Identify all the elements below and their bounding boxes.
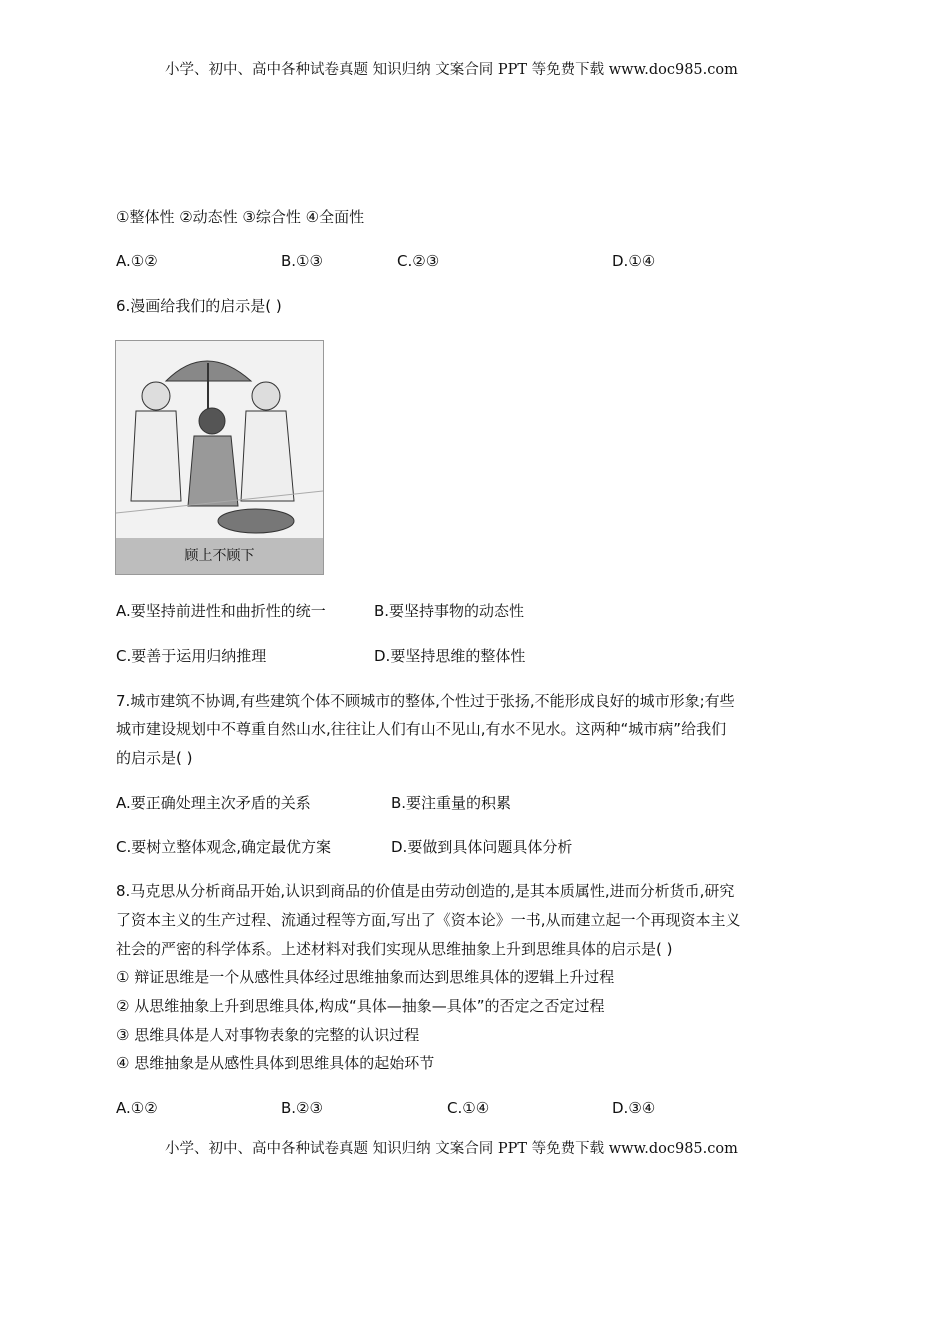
q7-option-d: D.要做到具体问题具体分析 xyxy=(391,838,573,856)
q8-stem-line: 了资本主义的生产过程、流通过程等方面,写出了《资本论》一书,从而建立起一个再现资本主义 xyxy=(116,911,741,929)
q5-option-b: B.①③ xyxy=(281,252,323,270)
cartoon-drawing xyxy=(116,341,323,538)
q6-option-c: C.要善于运用归纳推理 xyxy=(116,647,267,665)
cartoon-image xyxy=(115,340,324,575)
q5-option-a: A.①② xyxy=(116,252,158,270)
q8-option-d: D.③④ xyxy=(612,1099,656,1117)
q7-stem-line: 7.城市建筑不协调,有些建筑个体不顾城市的整体,个性过于张扬,不能形成良好的城市形象;有些 xyxy=(116,692,735,710)
q8-stem-line: 8.马克思从分析商品开始,认识到商品的价值是由劳动创造的,是其本质属性,进而分析货币,研究 xyxy=(116,882,735,900)
q8-item: ③ 思维具体是人对事物表象的完整的认识过程 xyxy=(116,1026,420,1044)
q8-option-c: C.①④ xyxy=(447,1099,490,1117)
q6-option-b: B.要坚持事物的动态性 xyxy=(374,602,525,620)
q7-stem-line: 的启示是( ) xyxy=(116,749,193,767)
q8-item: ② 从思维抽象上升到思维具体,构成“具体—抽象—具体”的否定之否定过程 xyxy=(116,997,605,1015)
q5-items: ①整体性 ②动态性 ③综合性 ④全面性 xyxy=(116,208,365,226)
q8-option-a: A.①② xyxy=(116,1099,158,1117)
q8-stem-line: 社会的严密的科学体系。上述材料对我们实现从思维抽象上升到思维具体的启示是( ) xyxy=(116,940,673,958)
q5-option-d: D.①④ xyxy=(612,252,656,270)
q6-option-a: A.要坚持前进性和曲折性的统一 xyxy=(116,602,326,620)
page-header: 小学、初中、高中各种试卷真题 知识归纳 文案合同 PPT 等免费下载 www.doc985.com xyxy=(165,62,738,78)
q7-option-b: B.要注重量的积累 xyxy=(391,794,512,812)
q5-option-c: C.②③ xyxy=(397,252,440,270)
cartoon-caption: 顾上不顾下 xyxy=(116,538,323,574)
q8-item: ① 辩证思维是一个从感性具体经过思维抽象而达到思维具体的逻辑上升过程 xyxy=(116,968,615,986)
q6-option-d: D.要坚持思维的整体性 xyxy=(374,647,526,665)
q7-stem-line: 城市建设规划中不尊重自然山水,往往让人们有山不见山,有水不见水。这两种“城市病”给我们 xyxy=(116,720,727,738)
q6-stem: 6.漫画给我们的启示是( ) xyxy=(116,297,282,315)
page-footer: 小学、初中、高中各种试卷真题 知识归纳 文案合同 PPT 等免费下载 www.doc985.com xyxy=(165,1141,738,1157)
q7-option-c: C.要树立整体观念,确定最优方案 xyxy=(116,838,332,856)
q8-item: ④ 思维抽象是从感性具体到思维具体的起始环节 xyxy=(116,1054,435,1072)
q8-option-b: B.②③ xyxy=(281,1099,323,1117)
q7-option-a: A.要正确处理主次矛盾的关系 xyxy=(116,794,311,812)
